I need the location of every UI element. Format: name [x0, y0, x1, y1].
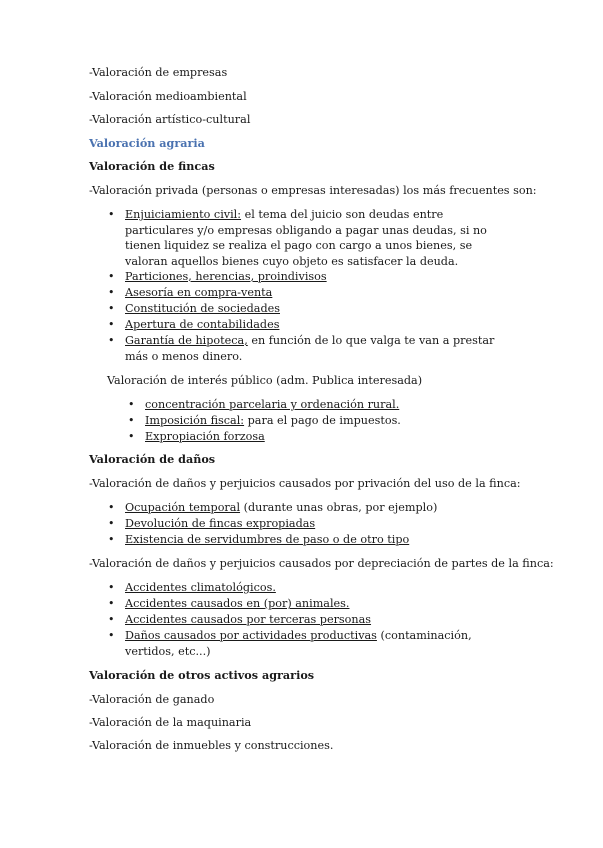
text-line: -Valoración de empresas [89, 66, 228, 79]
list-item-text: el tema del juicio son deudas entre particulares y/o empresas obligando a pagar unas deudas, si no tienen liquidez se realiza el pago con cargo a unos bienes, se valoran aquellos bienes cuyo objeto es satisfacer la deuda. [125, 208, 487, 268]
bullet-icon: • [108, 517, 115, 530]
bullet-icon: • [108, 533, 115, 546]
list-item-label: Garantía de hipoteca, [125, 334, 248, 347]
bullet-icon: • [108, 208, 115, 221]
list-item-text: (durante unas obras, por ejemplo) [240, 501, 438, 514]
bullet-icon: • [108, 318, 115, 331]
list-item-label: Daños causados por actividades productivas [125, 629, 377, 642]
bullet-icon: • [108, 501, 115, 514]
list-item-label: Ocupación temporal [125, 501, 241, 514]
list-item: Expropiación forzosa [145, 430, 265, 443]
text-line: -Valoración de daños y perjuicios causados por depreciación de partes de la finca: [89, 557, 554, 570]
text-line: Valoración de interés público (adm. Publica interesada) [107, 374, 423, 387]
bullet-icon: • [108, 302, 115, 315]
section-heading: Valoración agraria [89, 136, 205, 150]
subsection-heading: Valoración de otros activos agrarios [89, 668, 315, 682]
list-item: Constitución de sociedades [125, 302, 280, 315]
list-item: Accidentes climatológicos. [125, 581, 276, 594]
list-item [125, 628, 505, 659]
list-item-label: Enjuiciamiento civil: [125, 208, 242, 221]
text-line: -Valoración de daños y perjuicios causados por privación del uso de la finca: [89, 477, 521, 490]
text-line: -Valoración medioambiental [89, 90, 247, 103]
text-line: -Valoración privada (personas o empresas interesadas) los más frecuentes son: [89, 184, 537, 197]
text-line: -Valoración de la maquinaria [89, 716, 252, 729]
list-item: Devolución de fincas expropiadas [125, 517, 316, 530]
list-item: concentración parcelaria y ordenación rural. [145, 398, 400, 411]
list-item-label: Imposición fiscal: [145, 414, 245, 427]
text-line: -Valoración artístico-cultural [89, 113, 251, 126]
subsection-heading: Valoración de daños [89, 452, 216, 466]
list-item [145, 413, 401, 429]
bullet-icon: • [128, 398, 135, 411]
subsection-heading: Valoración de fincas [89, 159, 215, 173]
bullet-icon: • [108, 629, 115, 642]
list-item [125, 207, 505, 269]
list-item-text: en función de lo que valga te van a prestar más o menos dinero. [125, 334, 495, 363]
list-item: Asesoría en compra-venta [125, 286, 273, 299]
bullet-icon: • [108, 334, 115, 347]
list-item: Existencia de servidumbres de paso o de otro tipo [125, 533, 410, 546]
bullet-icon: • [108, 581, 115, 594]
list-item-text: para el pago de impuestos. [244, 414, 401, 427]
bullet-icon: • [108, 613, 115, 626]
bullet-icon: • [128, 430, 135, 443]
bullet-icon: • [128, 414, 135, 427]
list-item-text: (contaminación, vertidos, etc...) [125, 629, 472, 658]
list-item: Accidentes causados por terceras personas [125, 613, 372, 626]
text-line: -Valoración de ganado [89, 693, 215, 706]
text-line: -Valoración de inmuebles y construcciones. [89, 739, 334, 752]
list-item: Accidentes causados en (por) animales. [125, 597, 350, 610]
list-item [125, 500, 437, 516]
list-item: Apertura de contabilidades [125, 318, 280, 331]
bullet-icon: • [108, 286, 115, 299]
bullet-icon: • [108, 270, 115, 283]
list-item [125, 333, 500, 364]
bullet-icon: • [108, 597, 115, 610]
list-item: Particiones, herencias, proindivisos [125, 270, 327, 283]
